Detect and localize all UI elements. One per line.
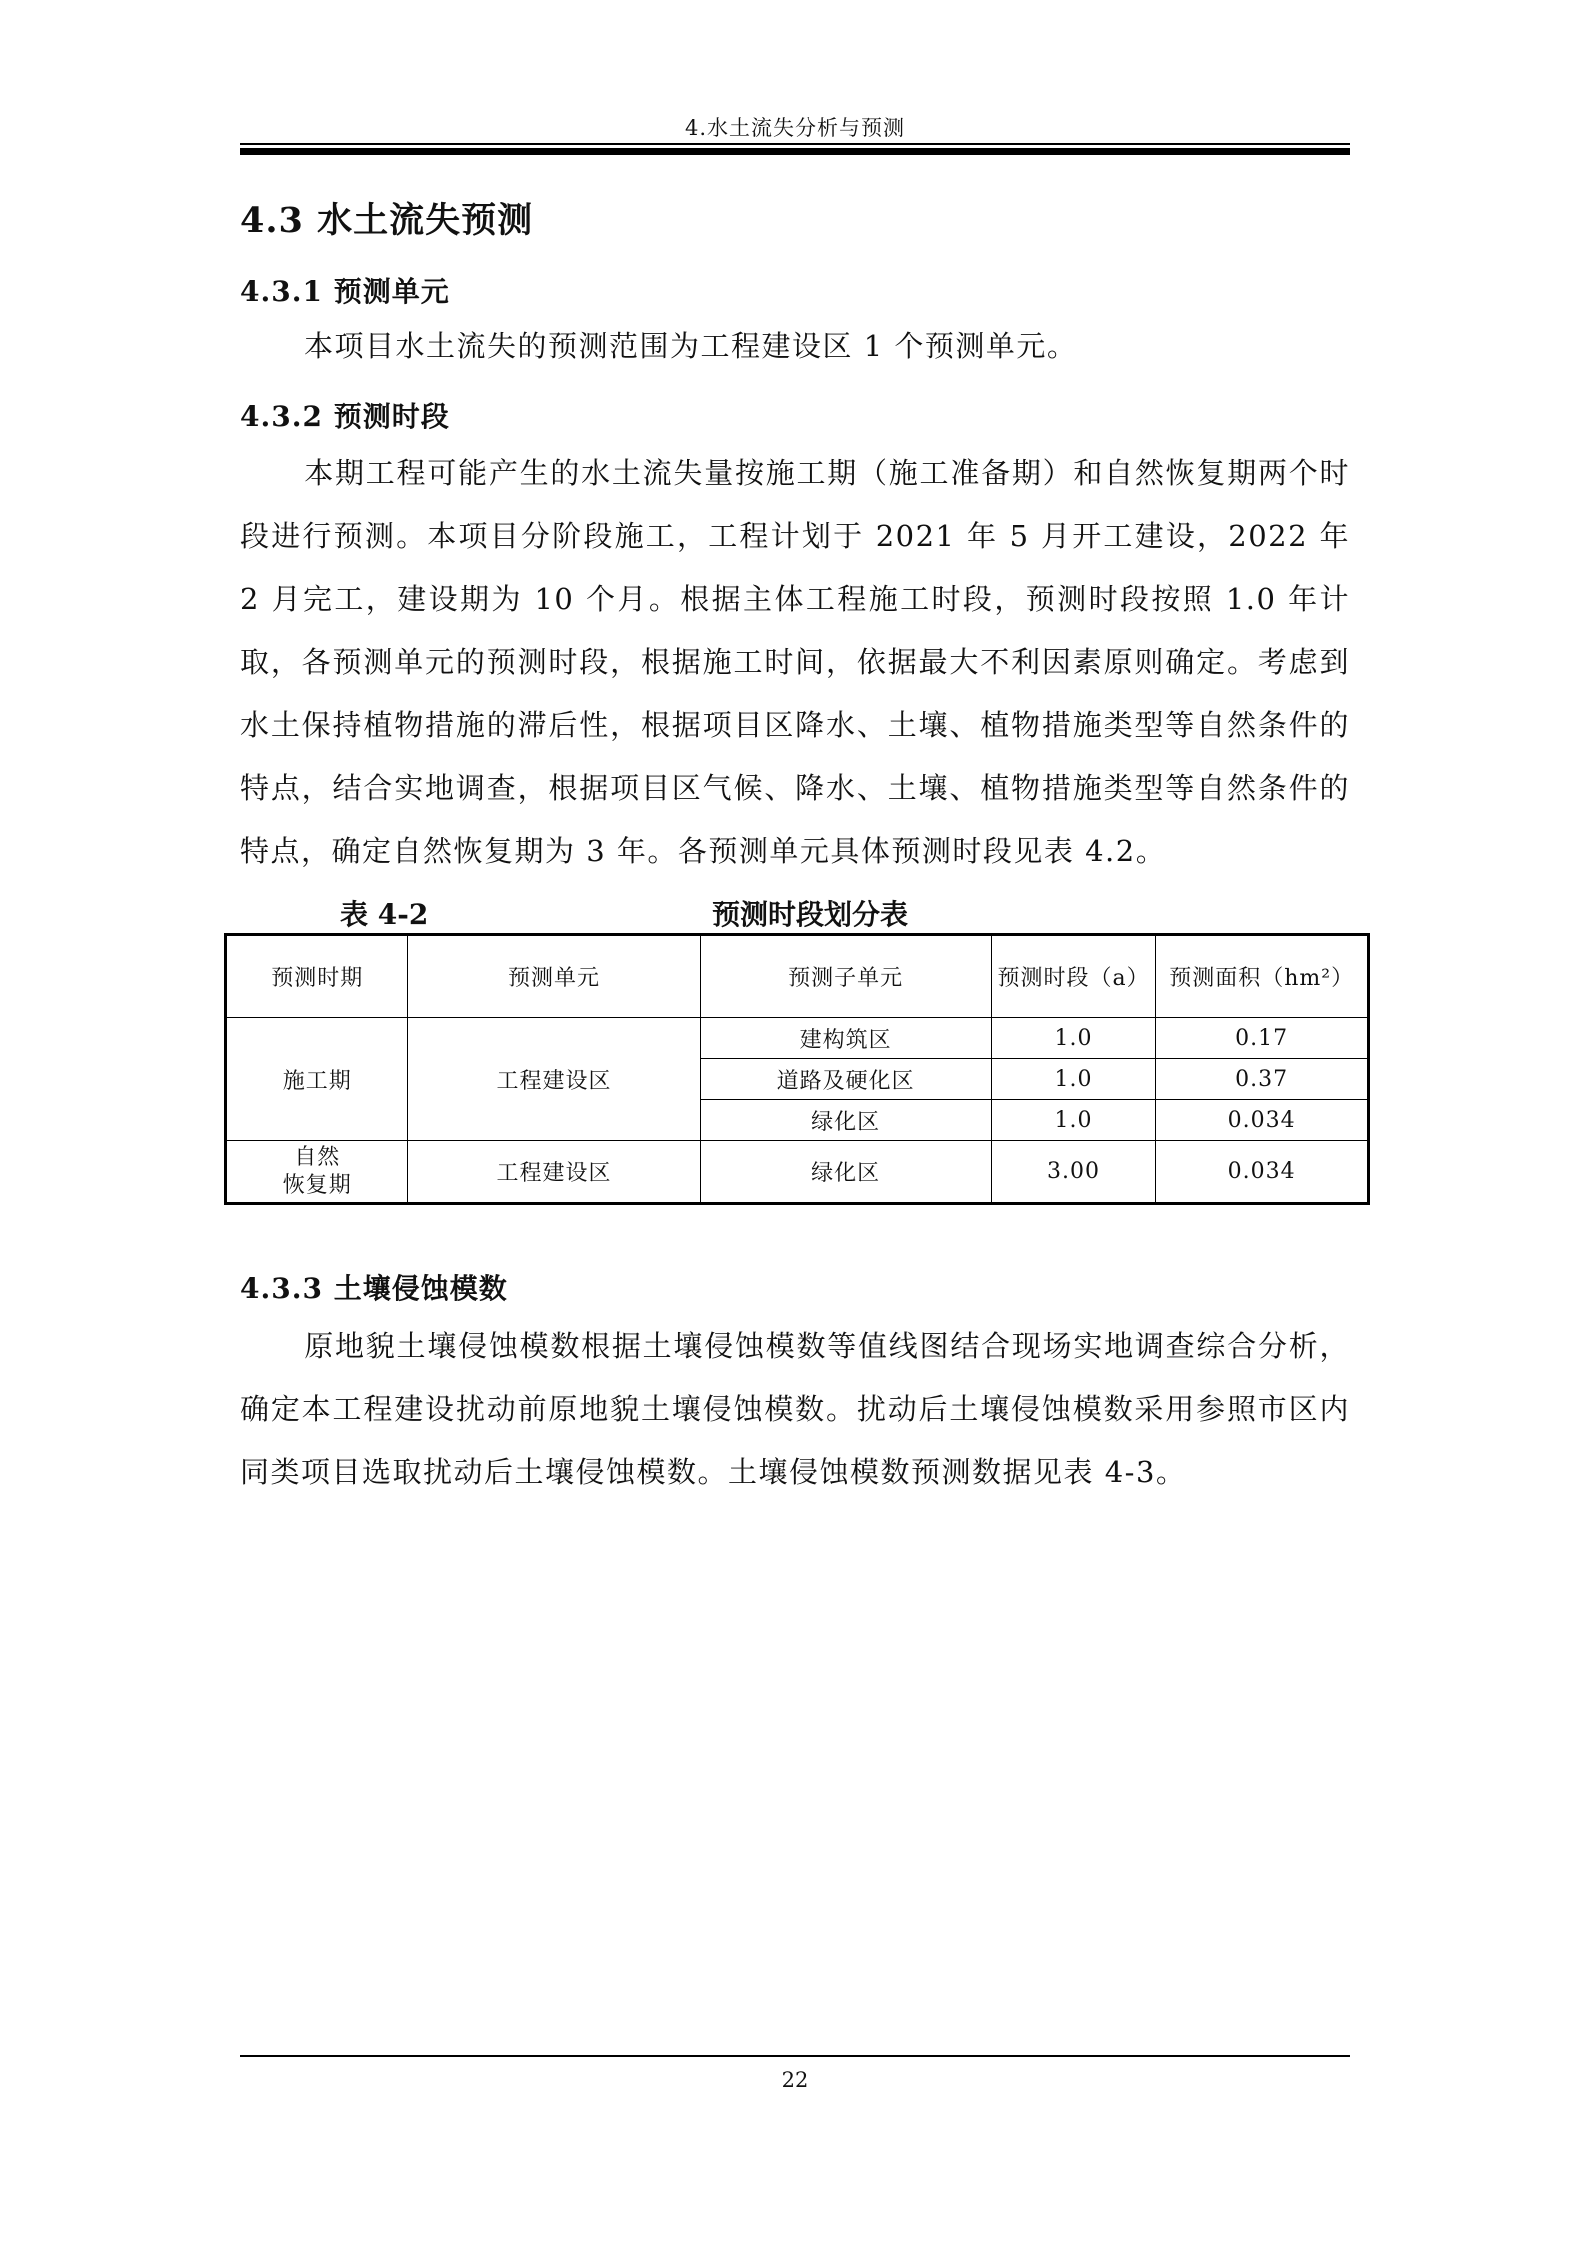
cell-period: 施工期: [226, 1018, 408, 1141]
header-sub-unit: 预测子单元: [700, 935, 991, 1018]
cell-unit: 工程建设区: [408, 1141, 700, 1204]
cell-sub-unit: 建构筑区: [700, 1018, 991, 1059]
cell-sub-unit: 道路及硬化区: [700, 1059, 991, 1100]
cell-area: 0.034: [1156, 1141, 1369, 1204]
cell-duration: 1.0: [991, 1059, 1156, 1100]
cell-sub-unit: 绿化区: [700, 1100, 991, 1141]
cell-area: 0.034: [1156, 1100, 1369, 1141]
table-row: [226, 1141, 1369, 1204]
cell-sub-unit: 绿化区: [700, 1141, 991, 1204]
cell-area: 0.17: [1156, 1018, 1369, 1059]
header-duration: 预测时段（a）: [991, 935, 1156, 1018]
header-rule-thick: [240, 148, 1350, 155]
header-period: 预测时期: [226, 935, 408, 1018]
subsection-heading-4-3-1: 4.3.1 预测单元: [240, 275, 450, 308]
cell-area: 0.37: [1156, 1059, 1369, 1100]
cell-duration: 1.0: [991, 1018, 1156, 1059]
header-rule-thin: [240, 143, 1350, 145]
table-header-row: [226, 935, 1369, 1018]
period-line-2: 恢复期: [282, 1172, 352, 1198]
subsection-heading-4-3-3: 4.3.3 土壤侵蚀模数: [240, 1272, 508, 1305]
paragraph-prediction-period: [240, 442, 1350, 883]
running-header: 4.水土流失分析与预测: [684, 116, 906, 140]
paragraph-text: 本项目水土流失的预测范围为工程建设区 1 个预测单元。: [304, 329, 1078, 363]
cell-duration: 3.00: [991, 1141, 1156, 1204]
header-unit: 预测单元: [408, 935, 700, 1018]
table-row: [226, 1018, 1369, 1059]
paragraph-prediction-unit: [240, 315, 1350, 378]
subsection-heading-4-3-2: 4.3.2 预测时段: [240, 400, 450, 433]
page-number: 22: [781, 2068, 809, 2092]
table-number: 表 4-2: [340, 898, 429, 931]
period-line-1: 自然: [294, 1144, 341, 1170]
cell-unit: 工程建设区: [408, 1018, 700, 1141]
paragraph-text: 原地貌土壤侵蚀模数根据土壤侵蚀模数等值线图结合现场实地调查综合分析，确定本工程建设扰动前原地貌土壤侵蚀模数。扰动后土壤侵蚀模数采用参照市区内同类项目选取扰动后土壤侵蚀模数。土壤侵蚀模数预测数据见表 4-3。: [240, 1329, 1350, 1489]
paragraph-erosion-modulus: [240, 1315, 1350, 1504]
cell-period: [226, 1141, 408, 1204]
table-title: 预测时段划分表: [712, 898, 909, 931]
paragraph-text: 本期工程可能产生的水土流失量按施工期（施工准备期）和自然恢复期两个时段进行预测。本项目分阶段施工，工程计划于 2021 年 5 月开工建设，2022 年 2 月完工，建设期为 10 个月。根据主体工程施工时段，预测时段按照 1.0 年计取，各预测单元的预测时段，根据施工时间，依据最大不利因素原则确定。考虑到水土保持植物措施的滞后性，根据项目区降水、土壤、植物措施类型等自然条件的特点，结合实地调查，根据项目区气候、降水、土壤、植物措施类型等自然条件的特点，确定自然恢复期为 3 年。各预测单元具体预测时段见表 4.2。: [240, 456, 1350, 868]
section-heading: 4.3 水土流失预测: [240, 200, 534, 241]
header-area: 预测面积（hm²）: [1156, 935, 1369, 1018]
cell-duration: 1.0: [991, 1100, 1156, 1141]
prediction-period-table: [224, 933, 1370, 1205]
footer-rule: [240, 2055, 1350, 2057]
